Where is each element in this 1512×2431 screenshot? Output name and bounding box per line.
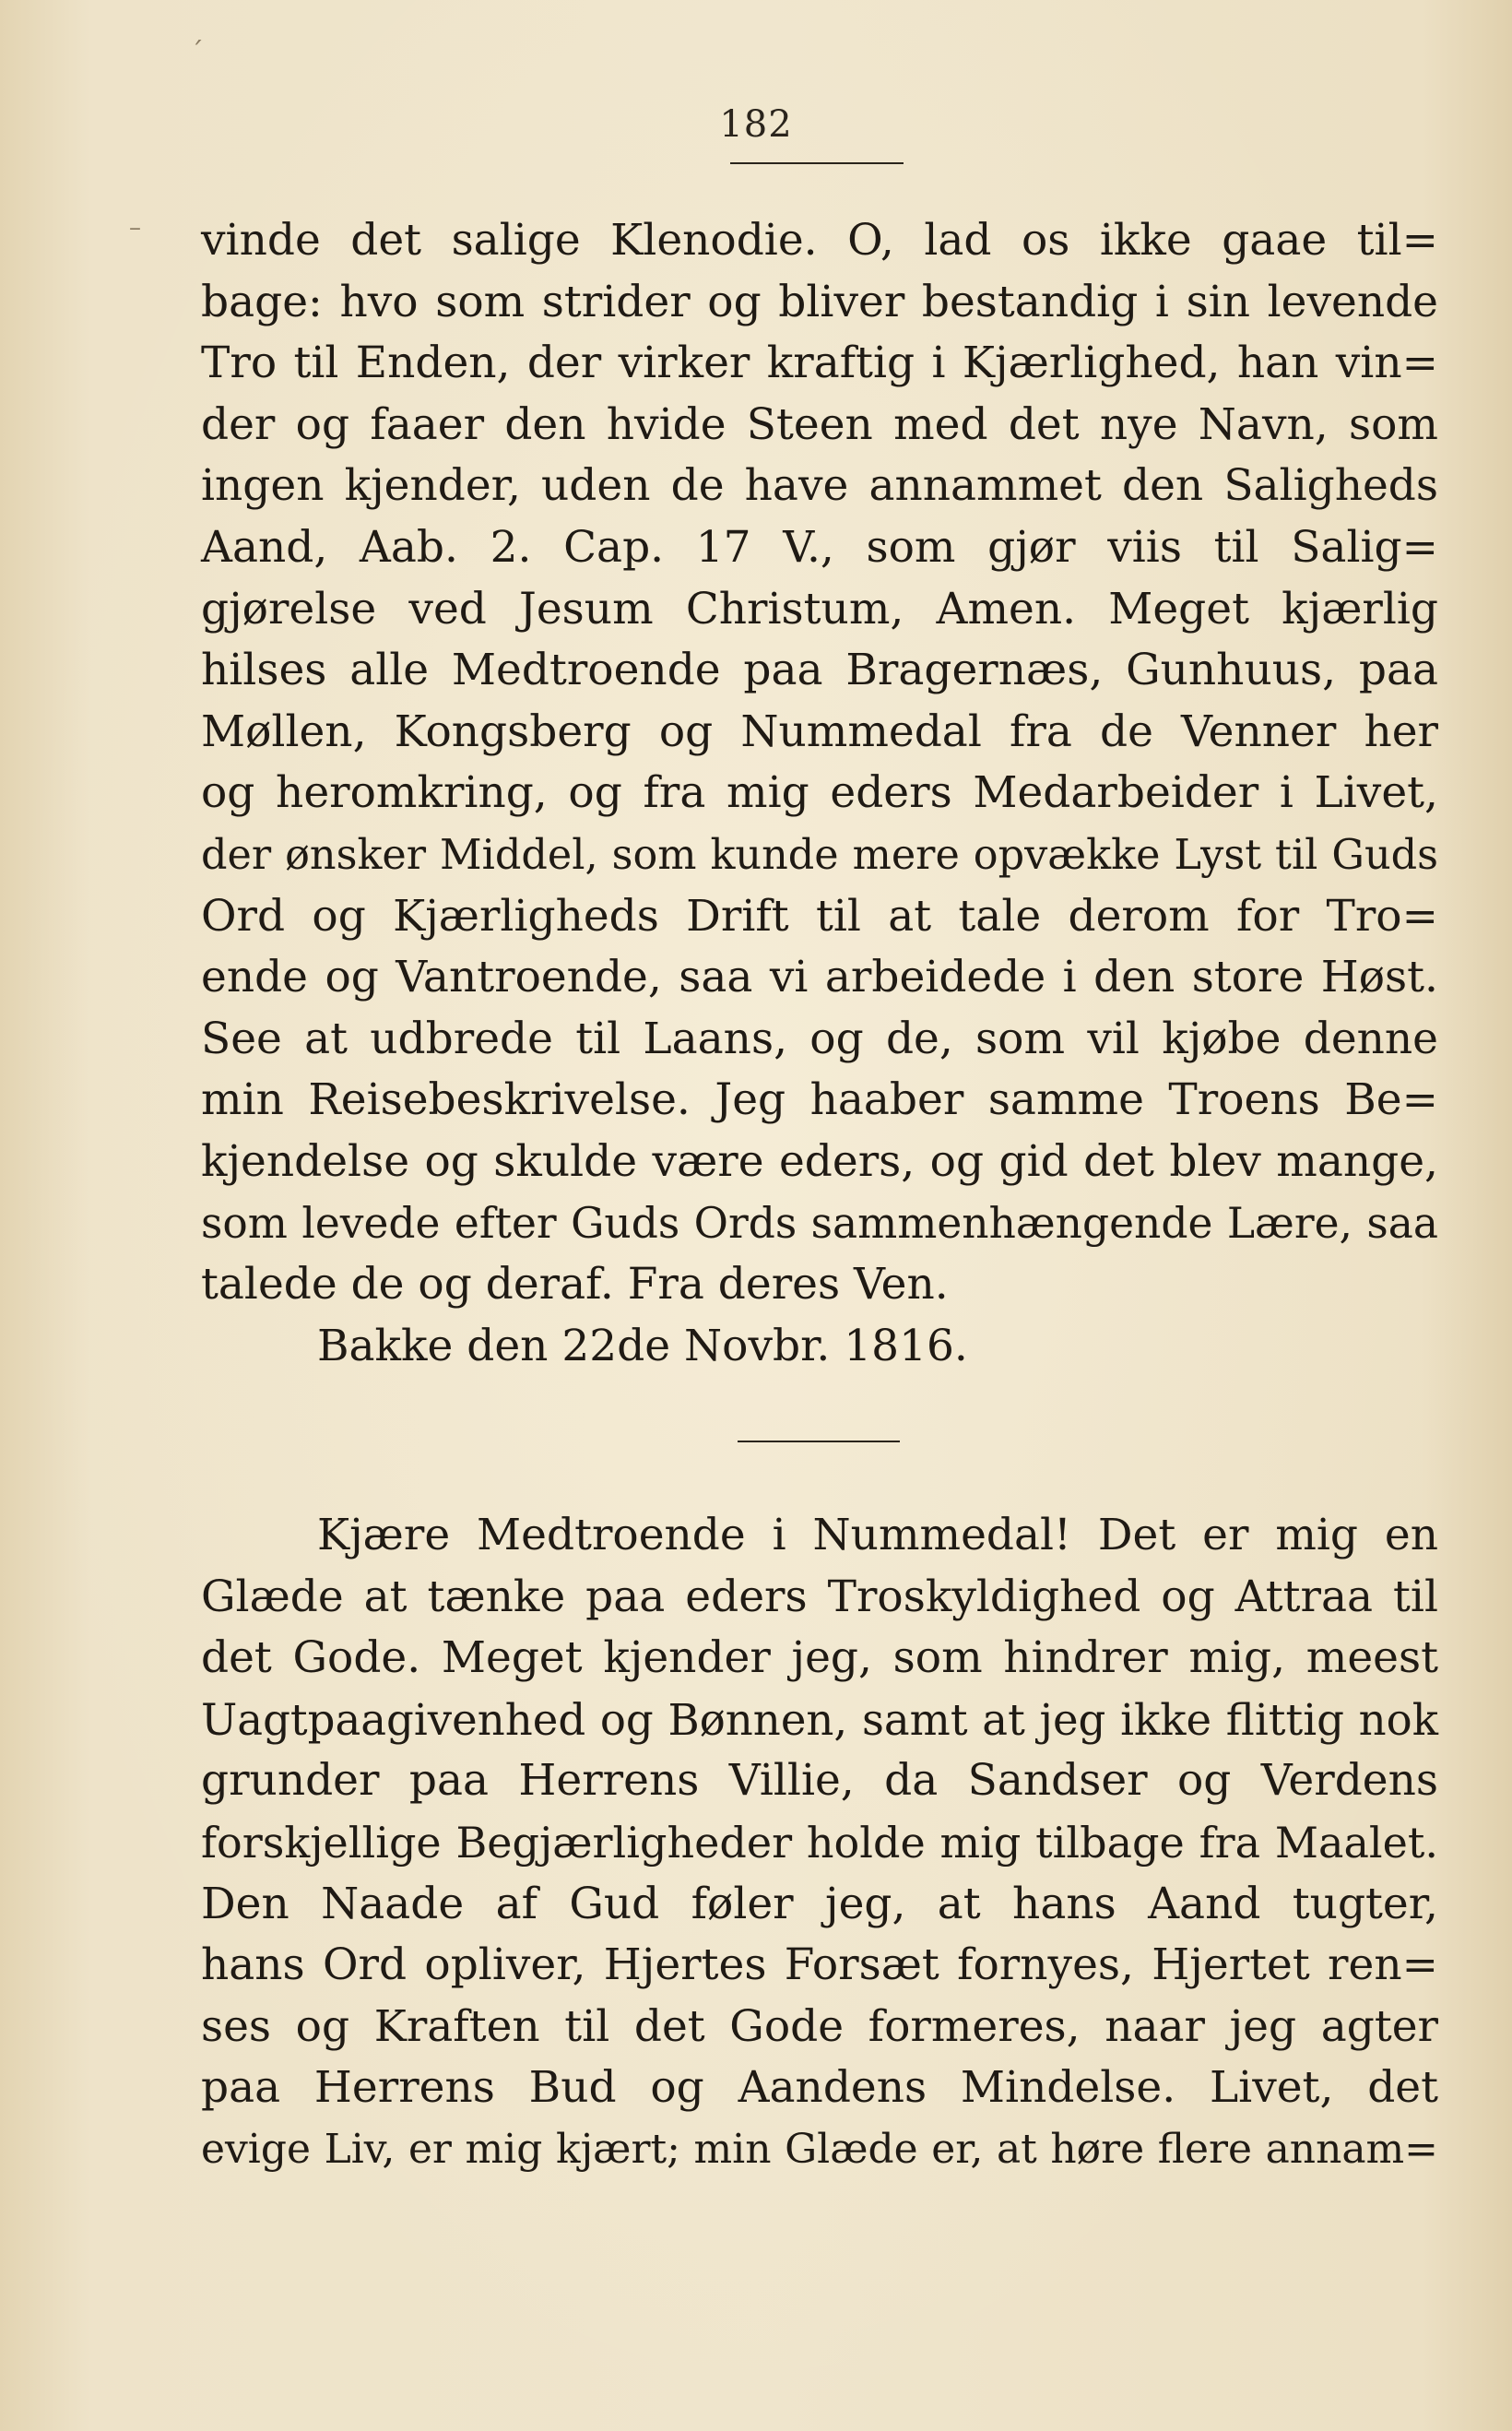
text-line: bage: hvo som strider og bliver bestandig i sin levende [201, 276, 1438, 327]
signature-date-line: Bakke den 22de Novbr. 1816. [317, 1320, 968, 1371]
text-line: der ønsker Middel, som kunde mere opvække Lyst til Guds [201, 830, 1438, 879]
text-line: kjendelse og skulde være eders, og gid det blev mange, [201, 1135, 1438, 1187]
letter-closing-paragraph [201, 210, 1438, 1377]
text-line: grunder paa Herrens Villie, da Sandser og Verdens [201, 1755, 1438, 1807]
text-line: Glæde at tænke paa eders Troskyldighed og Attraa til [201, 1571, 1438, 1622]
text-line: See at udbrede til Laans, og de, som vil kjøbe denne [201, 1013, 1438, 1064]
text-line: min Reisebeskrivelse. Jeg haaber samme Troens Be= [201, 1074, 1438, 1126]
text-line: som levede efter Guds Ords sammenhængende Lære, saa [201, 1198, 1438, 1248]
letter-opening-paragraph [201, 1505, 1438, 2181]
text-line: der og faaer den hvide Steen med det nye Navn, som [201, 398, 1438, 450]
text-line: Den Naade af Gud føler jeg, at hans Aand tugter, [201, 1878, 1438, 1929]
text-line: Ord og Kjærligheds Drift til at tale derom for Tro= [201, 890, 1438, 942]
text-line: evige Liv, er mig kjært; min Glæde er, at høre flere annam= [201, 2125, 1438, 2173]
text-line: ses og Kraften til det Gode formeres, naar jeg agter [201, 2000, 1438, 2052]
text-line: Kjære Medtroende i Nummedal! Det er mig en [317, 1510, 1438, 1560]
text-line: talede de og deraf. Fra deres Ven. [201, 1259, 949, 1310]
text-line: det Gode. Meget kjender jeg, som hindrer mig, meest [201, 1632, 1438, 1684]
text-line: Aand, Aab. 2. Cap. 17 V., som gjør viis til Salig= [201, 521, 1438, 573]
text-line: ende og Vantroende, saa vi arbeidede i den store Høst. [201, 952, 1438, 1003]
margin-speck: ˊ [190, 37, 204, 69]
section-divider-rule [738, 1441, 900, 1442]
text-line: og heromkring, og fra mig eders Medarbeider i Livet, [201, 767, 1438, 819]
margin-speck: – [129, 214, 141, 242]
text-line: hilses alle Medtroende paa Bragernæs, Gunhuus, paa [201, 645, 1438, 696]
text-line: hans Ord opliver, Hjertes Forsæt fornyes, Hjertet ren= [201, 1939, 1438, 1991]
text-line: Uagtpaagivenhed og Bønnen, samt at jeg ikke flittig nok [201, 1694, 1438, 1745]
text-line: gjørelse ved Jesum Christum, Amen. Meget kjærlig [201, 583, 1438, 634]
text-line: Tro til Enden, der virker kraftig i Kjærlighed, han vin= [201, 338, 1438, 389]
header-rule [730, 162, 904, 164]
text-line: Møllen, Kongsberg og Nummedal fra de Venner her [201, 706, 1438, 757]
text-line: ingen kjender, uden de have annammet den Saligheds [201, 460, 1438, 512]
text-line: paa Herrens Bud og Aandens Mindelse. Livet, det [201, 2062, 1438, 2114]
page-number: 182 [719, 103, 793, 146]
text-line: vinde det salige Klenodie. O, lad os ikke gaae til= [201, 215, 1438, 266]
text-line: forskjellige Begjærligheder holde mig tilbage fra Maalet. [201, 1817, 1438, 1868]
